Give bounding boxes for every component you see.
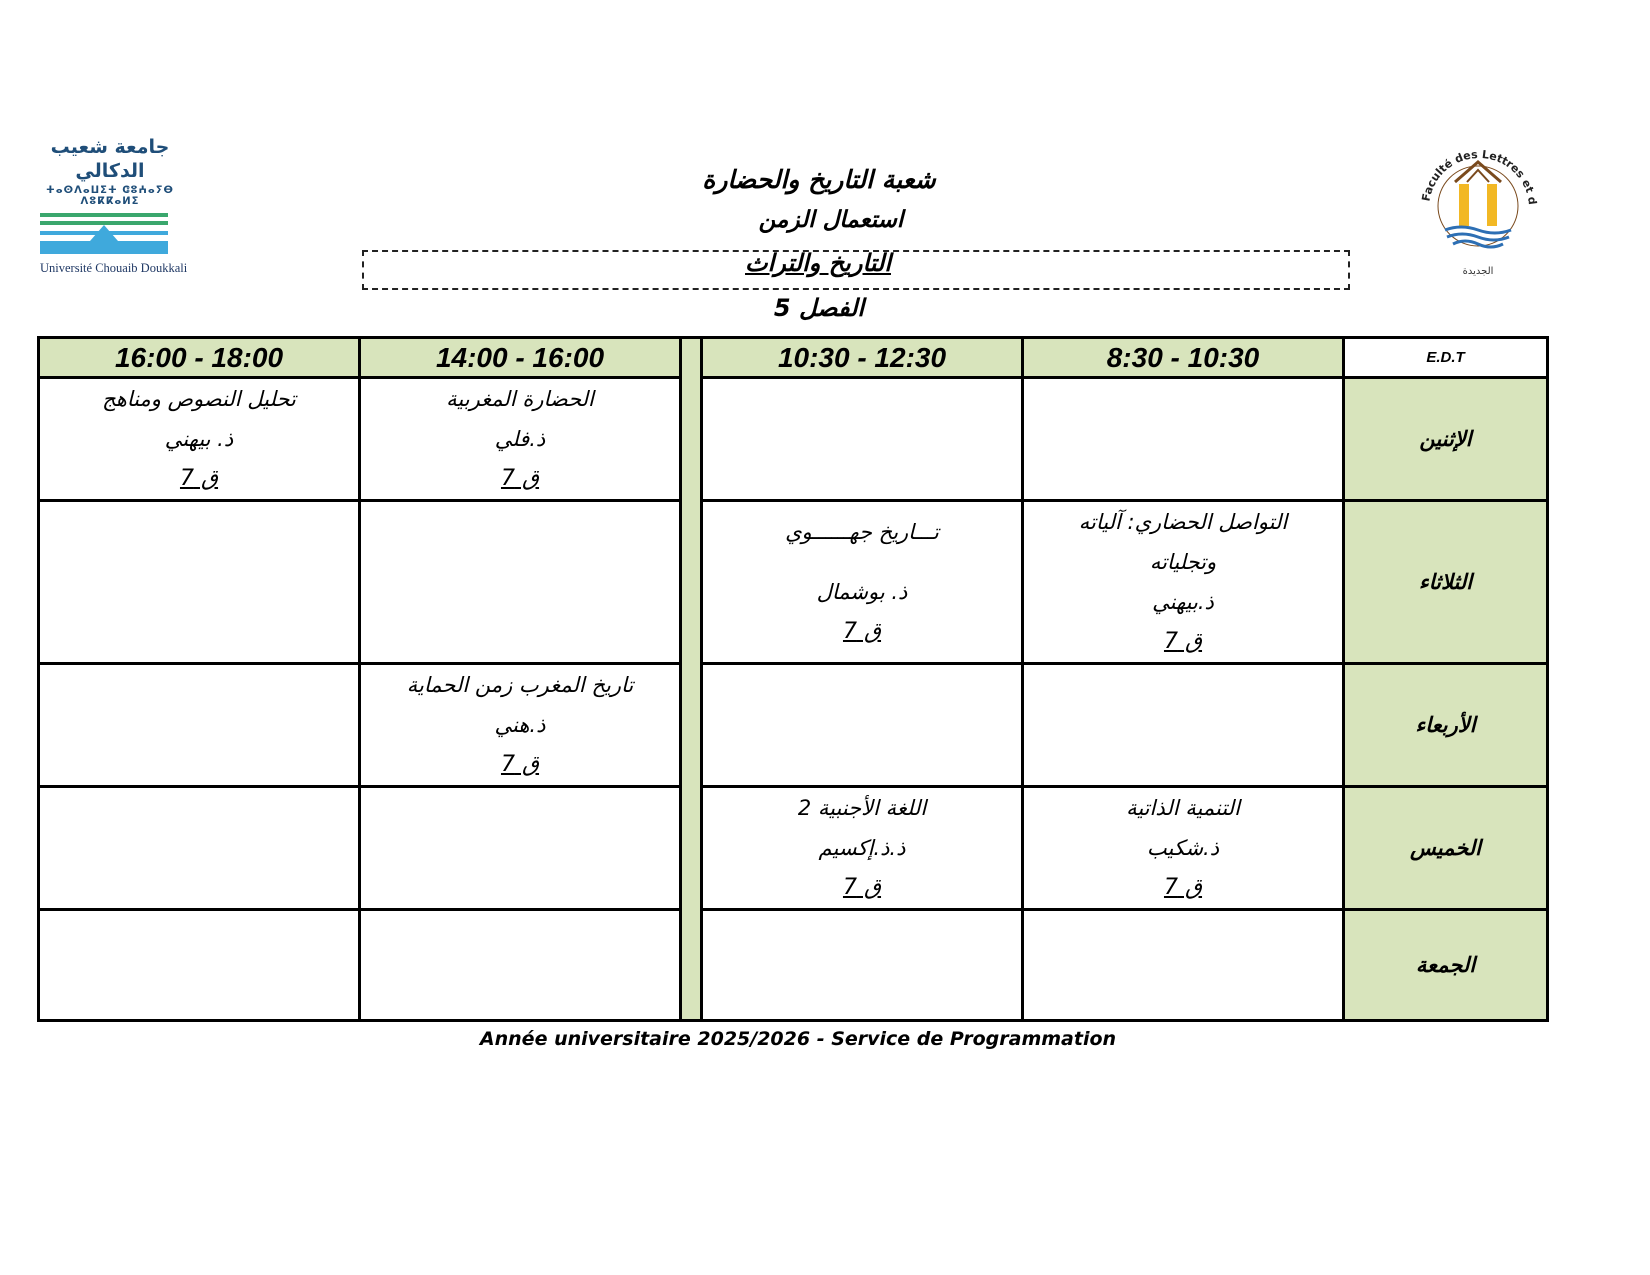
day-label: الإثنين	[1344, 378, 1548, 501]
professor-name: ذ.هني	[494, 713, 546, 737]
session-cell	[1023, 787, 1344, 910]
footer-text: Année universitaire 2025/2026 - Service de Programmation	[479, 1028, 1117, 1050]
empty-cell	[360, 501, 681, 664]
schedule-title: استعمال الزمن	[758, 207, 904, 233]
session-cell	[702, 501, 1023, 664]
room-label: ق 7	[1163, 629, 1203, 654]
professor-name: ذ.ذ.إكسيم	[818, 836, 906, 860]
track-title: التاريخ والتراث	[745, 249, 891, 277]
session-cell	[360, 664, 681, 787]
room-label: ق 7	[842, 619, 882, 644]
time-slot-header: 14:00 - 16:00	[360, 338, 681, 378]
professor-name: ذ. بيهني	[164, 427, 234, 451]
empty-cell	[702, 378, 1023, 501]
timetable-header-row	[39, 338, 1548, 378]
empty-cell	[360, 910, 681, 1021]
empty-cell	[702, 664, 1023, 787]
empty-cell	[39, 501, 360, 664]
timetable-row	[39, 910, 1548, 1021]
room-label: ق 7	[500, 752, 540, 777]
empty-cell	[360, 787, 681, 910]
university-arabic-name: جامعة شعيب الدكالي	[50, 136, 170, 182]
empty-cell	[39, 910, 360, 1021]
empty-cell	[702, 910, 1023, 1021]
timetable-row	[39, 664, 1548, 787]
empty-cell	[39, 664, 360, 787]
timetable	[37, 336, 1549, 1022]
course-name: التواصل الحضاري: آلياته وتجلياته	[1078, 510, 1288, 574]
time-slot-header: 16:00 - 18:00	[39, 338, 360, 378]
course-name: تاريخ المغرب زمن الحماية	[406, 673, 634, 697]
timetable-row	[39, 501, 1548, 664]
course-name: تـــاريخ جهــــــوي	[785, 520, 939, 544]
professor-name: ذ. بوشمال	[816, 580, 908, 604]
session-cell	[39, 378, 360, 501]
room-label: ق 7	[1163, 875, 1203, 900]
time-slot-header: 10:30 - 12:30	[702, 338, 1023, 378]
university-tifinagh-name: ⵜⴰⵙⴷⴰⵡⵉⵜ ⵛⵓⵄⴰⵢⴱ ⴷⵓⴽⴽⴰⵍⵉ	[46, 185, 174, 207]
time-slot-header: 8:30 - 10:30	[1023, 338, 1344, 378]
day-label: الأربعاء	[1344, 664, 1548, 787]
day-label: الثلاثاء	[1344, 501, 1548, 664]
timetable-row	[39, 787, 1548, 910]
semester-title: الفصل 5	[773, 294, 865, 322]
empty-cell	[1023, 378, 1344, 501]
professor-name: ذ.فلي	[494, 427, 546, 451]
professor-name: ذ.شكيب	[1146, 836, 1220, 860]
course-name: التنمية الذاتية	[1126, 796, 1240, 820]
session-cell	[1023, 501, 1344, 664]
empty-cell	[1023, 664, 1344, 787]
university-logo	[40, 135, 188, 275]
room-label: ق 7	[500, 466, 540, 491]
course-name: الحضارة المغربية	[446, 387, 594, 411]
faculty-city-label: الجديدة	[1462, 266, 1494, 277]
faculty-arc-text: Faculté des Lettres et d	[1419, 147, 1539, 206]
session-cell	[702, 787, 1023, 910]
course-name: تحليل النصوص ومناهج	[102, 387, 296, 411]
empty-cell	[39, 787, 360, 910]
edt-corner-label: E.D.T	[1344, 338, 1548, 378]
empty-cell	[1023, 910, 1344, 1021]
day-label: الخميس	[1344, 787, 1548, 910]
faculty-emblem-icon	[1415, 138, 1541, 266]
course-name: اللغة الأجنبية 2	[797, 796, 927, 820]
day-label: الجمعة	[1344, 910, 1548, 1021]
university-french-name: Université Chouaib Doukkali	[40, 261, 188, 275]
session-cell	[360, 378, 681, 501]
department-title: شعبة التاريخ والحضارة	[702, 165, 936, 194]
professor-name: ذ.بيهني	[1152, 590, 1214, 614]
room-label: ق 7	[179, 466, 219, 491]
timetable-row	[39, 378, 1548, 501]
room-label: ق 7	[842, 875, 882, 900]
lunch-break-separator	[681, 338, 702, 1021]
